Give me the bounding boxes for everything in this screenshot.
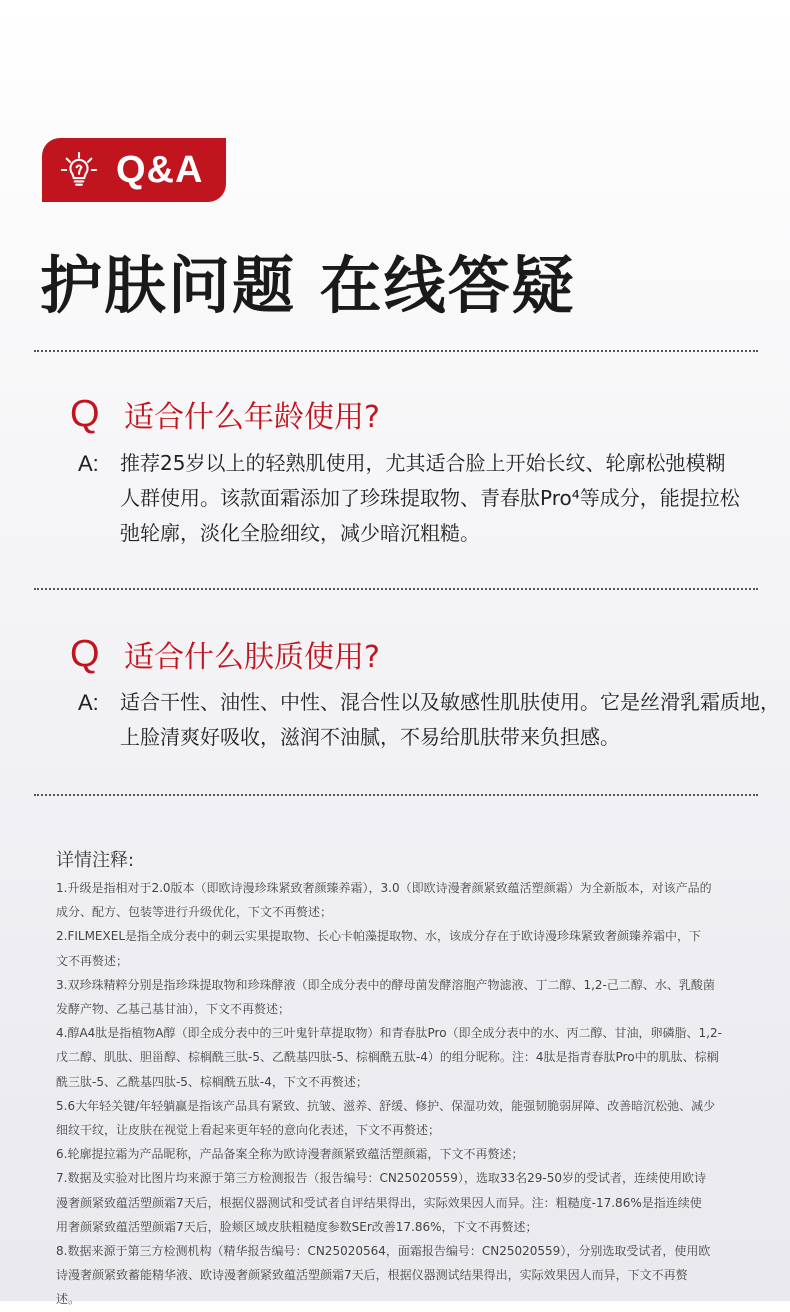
divider (34, 350, 758, 352)
note-line: 文不再赘述； (56, 953, 129, 968)
answer-mark: A: (78, 690, 99, 715)
note-line: 诗漫奢颜紧致蓄能精华液、欧诗漫奢颜紧致蕴活塑颜霜7天后，根据仪器测试结果得出，实际效果因人而异，下文不再赘 (56, 1268, 688, 1283)
note-line: 用奢颜紧致蕴活塑颜霜7天后，脸颊区域皮肤粗糙度参数SEr改善17.86%，下文不再赘述； (56, 1219, 538, 1234)
question-row-2 (70, 632, 380, 676)
note-line: 细纹干纹，让皮肤在视觉上看起来更年轻的意向化表述，下文不再赘述； (56, 1123, 441, 1138)
answer-block-2 (78, 685, 780, 755)
question-row-1 (70, 392, 380, 436)
note-line: 7.数据及实验对比图片均来源于第三方检测报告（报告编号：CN25020559），选取33名29-50岁的受试者，连续使用欧诗 (56, 1171, 707, 1186)
note-line: 述。 (56, 1292, 81, 1307)
note-line: 5.6大年轻关键/年轻躺赢是指该产品具有紧致、抗皱、滋养、舒缓、修护、保湿功效，能强韧脆弱屏障、改善暗沉松弛、减少 (56, 1098, 716, 1113)
badge-label: Q&A (116, 148, 204, 191)
answer-block-1 (78, 446, 740, 551)
question-mark: Q (70, 392, 100, 435)
note-line: 1.升级是指相对于2.0版本（即欧诗漫珍珠紧致奢颜臻养霜），3.0（即欧诗漫奢颜紧致蕴活塑颜霜）为全新版本，对该产品的 (56, 881, 712, 895)
question-text: 适合什么年龄使用? (124, 400, 380, 435)
note-line: 6.轮廓提拉霜为产品昵称，产品备案全称为欧诗漫奢颜紧致蕴活塑颜霜，下文不再赘述； (56, 1147, 524, 1162)
note-line: 发酵产物、乙基己基甘油），下文不再赘述； (56, 1002, 291, 1017)
note-line: 戊二醇、肌肽、胆甾醇、棕榈酰三肽-5、乙酰基四肽-5、棕榈酰五肽-4）的组分昵称。注：4肽是指青春肽Pro中的肌肽、棕榈 (56, 1050, 719, 1065)
answer-line: 人群使用。该款面霜添加了珍珠提取物、青春肽Pro⁴等成分，能提拉松 (120, 486, 740, 510)
answer-line: 弛轮廓，淡化全脸细纹，减少暗沉粗糙。 (120, 521, 480, 545)
question-text: 适合什么肤质使用? (124, 640, 380, 675)
note-line: 2.FILMEXEL是指全成分表中的刺云实果提取物、长心卡帕藻提取物、水，该成分存在于欧诗漫珍珠紧致奢颜臻养霜中，下 (56, 929, 702, 944)
answer-line: 适合干性、油性、中性、混合性以及敏感性肌肤使用。它是丝滑乳霜质地， (120, 690, 780, 714)
note-line: 酰三肽-5、乙酰基四肽-5、棕榈酰五肽-4，下文不再赘述； (56, 1074, 368, 1089)
answer-line: 推荐25岁以上的轻熟肌使用，尤其适合脸上开始长纹、轮廓松弛模糊 (120, 451, 726, 475)
notes-title: 详情注释: (56, 850, 135, 871)
note-line: 8.数据来源于第三方检测机构（精华报告编号：CN25020564，面霜报告编号：CN25020559），分别选取受试者，使用欧 (56, 1244, 711, 1259)
answer-text (120, 446, 740, 551)
divider (34, 794, 758, 796)
qa-badge (42, 138, 226, 202)
note-line: 成分、配方、包装等进行升级优化，下文不再赘述； (56, 905, 333, 920)
notes-body (56, 876, 746, 1312)
answer-line: 上脸清爽好吸收，滋润不油腻，不易给肌肤带来负担感。 (120, 725, 620, 749)
divider (34, 588, 758, 590)
page-headline: 护肤问题 在线答疑 (40, 249, 576, 322)
answer-mark: A: (78, 451, 99, 476)
answer-text (120, 685, 780, 755)
note-line: 漫奢颜紧致蕴活塑颜霜7天后，根据仪器测试和受试者自评结果得出，实际效果因人而异。注：粗糙度-17.86%是指连续使 (56, 1195, 702, 1210)
note-line: 4.醇A4肽是指植物A醇（即全成分表中的三叶鬼针草提取物）和青春肽Pro（即全成分表中的水、丙二醇、甘油，卵磷脂、1,2- (56, 1026, 722, 1041)
question-mark: Q (70, 632, 100, 675)
note-line: 3.双珍珠精粹分别是指珍珠提取物和珍珠酵液（即全成分表中的酵母菌发酵溶胞产物滤液、丁二醇、1,2-己二醇、水、乳酸菌 (56, 977, 715, 992)
lightbulb-icon (60, 151, 98, 189)
